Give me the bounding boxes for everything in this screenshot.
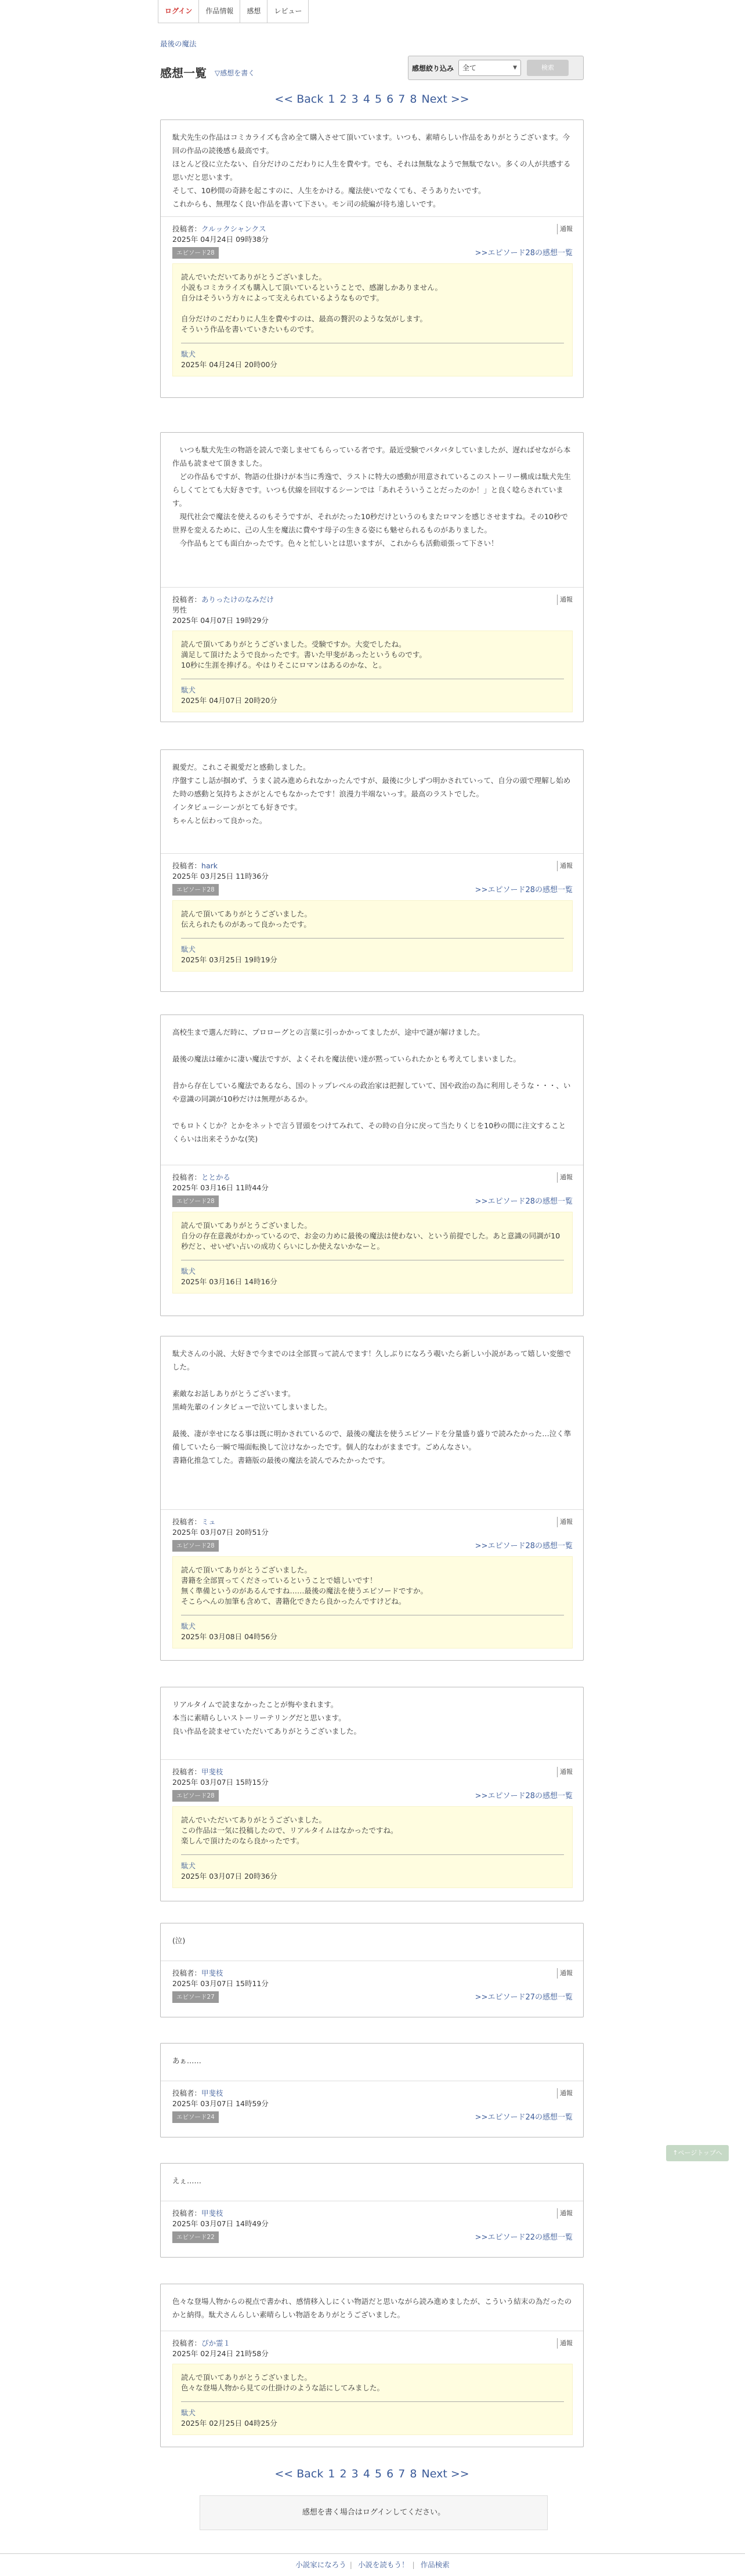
filter-box <box>408 56 584 80</box>
login-notice: 感想を書く場合はログインしてください。 <box>200 2495 548 2530</box>
pager-page[interactable]: 2 <box>339 2468 347 2480</box>
poster-label: 投稿者： <box>172 224 202 233</box>
episode-tag: エピソード28 <box>172 1540 219 1552</box>
author-name[interactable]: 駄犬 <box>181 1861 196 1870</box>
author-reply <box>172 631 573 712</box>
review-body: リアルタイムで読まなかったことが悔やまれます。 本当に素晴らしいストーリーテリングだと思います。 良い作品を読ませていただいてありがとうございました。 <box>172 1700 361 1736</box>
pager-page[interactable]: 5 <box>374 2468 382 2480</box>
footer-divider: | <box>349 2560 352 2569</box>
page-title: 感想一覧 <box>160 66 207 80</box>
reply-text: 読んで頂いてありがとうございました。 伝えられたものがあって良かったです。 <box>181 910 312 929</box>
pager-back[interactable]: << Back <box>274 2468 324 2480</box>
review-meta <box>172 861 573 896</box>
author-name[interactable]: 駄犬 <box>181 1622 196 1631</box>
episode-tag: エピソード28 <box>172 247 219 259</box>
pager-bottom <box>160 2468 584 2480</box>
nav-work-info[interactable]: 作品情報 <box>199 0 240 23</box>
review-date: 2025年 02月24日 21時58分 <box>172 2349 269 2358</box>
report-link[interactable]: 通報 <box>557 861 573 871</box>
review-card <box>160 2284 584 2447</box>
top-nav <box>158 0 309 23</box>
review-card <box>160 1336 584 1661</box>
divider <box>161 1759 583 1760</box>
poster-name[interactable]: ととかる <box>201 1173 231 1182</box>
pager-page[interactable]: 5 <box>374 93 382 106</box>
pager-page[interactable]: 6 <box>386 2468 394 2480</box>
review-body: (泣) <box>172 1936 186 1945</box>
reply-text: 読んで頂いてありがとうございました。 自分の存在意義がわかっているので、お金の力めに最後の魔法は使わない、という前提でした。あと意識の同調が10秒だと、せいぜい占いの成功くらいにしか使えないかなーと。 <box>181 1221 560 1251</box>
divider <box>161 1509 583 1510</box>
breadcrumb[interactable]: 最後の魔法 <box>160 39 197 48</box>
report-link[interactable]: 通報 <box>557 1517 573 1527</box>
episode-tag: エピソード24 <box>172 2111 219 2123</box>
filter-select[interactable] <box>458 60 521 76</box>
review-body: あぁ…… <box>172 2056 201 2065</box>
pager-next[interactable]: Next >> <box>421 2468 469 2480</box>
nav-login[interactable]: ログイン <box>158 0 199 23</box>
author-name[interactable]: 駄犬 <box>181 2408 196 2417</box>
review-date: 2025年 03月07日 20時51分 <box>172 1528 269 1537</box>
review-body: いつも駄犬先生の物語を読んで楽しませてもらっている者です。最近受験でバタバタしていましたが、遅ればせながら本作品も読ませて頂きました。 どの作品もですが、物語の仕掛けが本当に秀逸で、ラストに特大の感動が用意されているこのストーリー構成は駄犬先生らしくてとても大好きです。いつも伏線を回収するシーンでは「あれそういうことだったのか！」と良く唸らされています。 現代社会で魔法を使えるのもそうですが、それがたった10秒だけというのもまたロマンを感じさせますね。その10秒で世界を変えるために、己の人生を魔法に費やす母子の生きる姿にも魅せられるものがありました。 今作品もとても面白かったです。色々と忙しいとは思いますが、これからも活動頑張って下さい！ <box>172 445 571 548</box>
poster-name[interactable]: 甲斐枝 <box>201 2089 223 2097</box>
poster-label: 投稿者： <box>172 2339 202 2347</box>
pager-page[interactable]: 4 <box>363 93 370 106</box>
review-body: 駄犬さんの小説、大好きで今までのは全部買って読んでます！久しぶりになろう覗いたら新しい小説があって嬉しい変態でした。 素敵なお話しありがとうございます。 黒崎先輩のインタビューで泣いてしまいました。 最後、凄が幸せになる事は既に明かされているので、最後の魔法を使うエピソードを分量盛り盛りで読みたかった…泣く準備していたら一瞬で場面転換して泣けなかったです。個人的なわがままです。ごめんなさい。 書籍化推急てした。書籍版の最後の魔法を読んでみたかったです。 <box>172 1349 572 1465</box>
review-date: 2025年 03月07日 14時59分 <box>172 2099 269 2108</box>
episode-impressions-link[interactable]: >>エピソード28の感想一覧 <box>475 1197 573 1206</box>
pager-page[interactable]: 7 <box>398 93 406 106</box>
reply-date: 2025年 03月16日 14時16分 <box>181 1277 277 1286</box>
reply-text: 読んで頂いてありがとうございました。 色々な登場人物から見ての仕掛けのような話にしてみました。 <box>181 2373 385 2392</box>
review-date: 2025年 03月25日 11時36分 <box>172 872 269 881</box>
reply-date: 2025年 03月07日 20時36分 <box>181 1872 277 1881</box>
review-meta <box>172 2338 573 2359</box>
nav-impressions[interactable]: 感想 <box>240 0 267 23</box>
poster-label: 投稿者： <box>172 1767 202 1776</box>
divider <box>161 853 583 854</box>
report-link[interactable]: 通報 <box>557 2208 573 2219</box>
poster-name[interactable]: 甲斐枝 <box>201 2209 223 2218</box>
reply-text: 読んで頂いてありがとうございました。受験ですか。大変でしたね。 満足して頂けたようで良かったです。書いた甲斐があったというものです。 10秒に生涯を捧げる。やはりそこにロマンはあるのかな、と。 <box>181 640 426 669</box>
episode-tag: エピソード28 <box>172 884 219 896</box>
reply-text: 読んでいただいてありがとうございました。 この作品は一気に投稿したので、リアルタイムはなかったですね。 楽しんで頂けたのなら良かったです。 <box>181 1816 398 1845</box>
pager-page[interactable]: 8 <box>410 2468 417 2480</box>
episode-impressions-link[interactable]: >>エピソード28の感想一覧 <box>475 1542 573 1550</box>
pager-page[interactable]: 2 <box>339 93 347 106</box>
page-top-button[interactable]: ↑ページトップへ <box>666 2145 729 2161</box>
episode-impressions-link[interactable]: >>エピソード24の感想一覧 <box>475 2113 573 2122</box>
poster-name[interactable]: hark <box>201 861 218 870</box>
episode-tag: エピソード22 <box>172 2231 219 2243</box>
episode-tag: エピソード28 <box>172 1195 219 1207</box>
pager-page[interactable]: 4 <box>363 2468 370 2480</box>
poster-label: 投稿者： <box>172 1517 202 1526</box>
footer-link-search[interactable]: 作品検索 <box>420 2560 450 2569</box>
review-card <box>160 1015 584 1316</box>
review-meta <box>172 1172 573 1207</box>
author-reply <box>172 1212 573 1294</box>
poster-name[interactable]: ありったけのなみだけ <box>201 595 274 604</box>
report-link[interactable]: 通報 <box>557 595 573 605</box>
pager-page[interactable]: 3 <box>351 93 359 106</box>
filter-selected: 全て <box>462 64 477 72</box>
poster-gender: 男性 <box>172 606 187 614</box>
review-date: 2025年 04月24日 09時38分 <box>172 235 269 244</box>
review-card <box>160 749 584 992</box>
reply-date: 2025年 03月25日 19時19分 <box>181 955 277 964</box>
author-reply <box>172 2364 573 2435</box>
author-name[interactable]: 駄犬 <box>181 1267 196 1276</box>
reply-text: 読んで頂いてありがとうございました。 書籍を全部買ってくださっているということで嬉しいです！ 無く準備というのがあるんですね……最後の魔法を使うエピソードですか。 そこらへんの加筆も含めて、書籍化できたら良かったんですけどね。 <box>181 1566 428 1606</box>
footer-link-narou[interactable]: 小説家になろう <box>295 2560 346 2569</box>
poster-label: 投稿者： <box>172 2089 202 2097</box>
author-name[interactable]: 駄犬 <box>181 686 196 694</box>
review-date: 2025年 03月07日 14時49分 <box>172 2219 269 2228</box>
review-date: 2025年 04月07日 19時29分 <box>172 616 269 625</box>
review-body: 色々な登場人物からの視点で書かれ、感情移入しにくい物語だと思いながら読み進めましたが、こういう結末の為だったのかと納得。駄犬さんらしい素晴らしい物語をありがとうございました。 <box>172 2297 572 2319</box>
review-card <box>160 1687 584 1901</box>
review-meta <box>172 224 573 259</box>
review-meta <box>172 595 573 626</box>
pager-top <box>160 93 584 106</box>
divider <box>181 2401 564 2402</box>
review-meta <box>172 1968 573 2003</box>
review-card <box>160 2163 584 2258</box>
poster-label: 投稿者： <box>172 595 202 604</box>
nav-reviews[interactable]: レビュー <box>267 0 308 23</box>
review-card <box>160 432 584 722</box>
report-link[interactable]: 通報 <box>557 2338 573 2349</box>
filter-search-button[interactable]: 検索 <box>527 60 569 76</box>
report-link[interactable]: 通報 <box>557 2088 573 2099</box>
review-body: 親愛だ。これこそ親愛だと感動しました。 序盤すこし話が掴めず、うまく読み進められなかったんですが、最後に少しずつ明かされていって、自分の頭で理解し始めた時の感動と気持ちよさがとんでもなかったです！浪漫力半端ないっす。最高のラストでした。 インタビューシーンがとても好きです。 ちゃんと伝わって良かった。 <box>172 763 571 825</box>
report-link[interactable]: 通報 <box>557 1968 573 1979</box>
report-link[interactable]: 通報 <box>557 1767 573 1777</box>
review-date: 2025年 03月16日 11時44分 <box>172 1183 269 1192</box>
episode-impressions-link[interactable]: >>エピソード28の感想一覧 <box>475 1792 573 1800</box>
poster-name[interactable]: ミュ <box>201 1517 216 1526</box>
poster-label: 投稿者： <box>172 1969 202 1977</box>
reply-date: 2025年 02月25日 04時25分 <box>181 2419 277 2428</box>
reply-text: 読んでいただいてありがとうございました。 小説もコミカライズも購入して頂いているということで、感謝しかありません。 自分はそういう方々によって支えられているようなものです。 自分だけのこだわりに人生を費やすのは、最高の贅沢のような気がします。 そういう作品を書いていきたいものです。 <box>181 273 443 334</box>
divider <box>161 216 583 217</box>
poster-label: 投稿者： <box>172 2209 202 2218</box>
poster-label: 投稿者： <box>172 861 202 870</box>
poster-name[interactable]: 甲斐枝 <box>201 1969 223 1977</box>
review-meta <box>172 1517 573 1552</box>
episode-tag: エピソード28 <box>172 1790 219 1802</box>
review-date: 2025年 03月07日 15時15分 <box>172 1778 269 1787</box>
write-impression-link[interactable]: ▽感想を書く <box>215 69 255 77</box>
review-body: 駄犬先生の作品はコミカライズも含め全て購入させて頂いています。いつも、素晴らしい作品をありがとうございます。今回の作品の読後感も最高です。 ほとんど役に立たない、自分だけのこだわりに人生を費やす。でも、それは無駄なようで無駄でない。多くの人が共感する思いだと思います。 そして、10秒間の奇跡を起こすのに、人生をかける。魔法使いでなくても、そうありたいです。 これからも、無理なく良い作品を書いて下さい。モン司の続編が待ち遠しいです。 <box>172 133 571 208</box>
chevron-down-icon: ▼ <box>513 65 518 71</box>
divider <box>181 1854 564 1855</box>
reply-date: 2025年 04月24日 20時00分 <box>181 360 277 369</box>
episode-impressions-link[interactable]: >>エピソード28の感想一覧 <box>475 886 573 894</box>
review-body: えぇ…… <box>172 2176 202 2185</box>
pager-page[interactable]: 1 <box>328 2468 335 2480</box>
author-name[interactable]: 駄犬 <box>181 350 196 358</box>
divider <box>181 938 564 939</box>
review-date: 2025年 03月07日 15時11分 <box>172 1979 269 1988</box>
author-reply <box>172 1806 573 1888</box>
footer-link-yomou[interactable]: 小説を読もう！ <box>357 2560 409 2569</box>
review-card <box>160 2043 584 2137</box>
pager-page[interactable]: 8 <box>410 93 417 106</box>
report-link[interactable]: 通報 <box>557 1172 573 1183</box>
review-card <box>160 119 584 398</box>
episode-tag: エピソード27 <box>172 1991 219 2003</box>
divider <box>161 587 583 588</box>
review-card <box>160 1923 584 2017</box>
reply-date: 2025年 04月07日 20時20分 <box>181 696 277 705</box>
pager-page[interactable]: 7 <box>398 2468 406 2480</box>
poster-label: 投稿者： <box>172 1173 202 1182</box>
poster-name[interactable]: 甲斐枝 <box>201 1767 223 1776</box>
author-reply <box>172 900 573 972</box>
episode-impressions-link[interactable]: >>エピソード28の感想一覧 <box>475 249 573 258</box>
pager-back[interactable]: << Back <box>274 93 324 106</box>
author-reply <box>172 1556 573 1649</box>
pager-page[interactable]: 1 <box>328 93 335 106</box>
review-meta <box>172 2208 573 2243</box>
poster-name[interactable]: クルックシャンクス <box>201 224 266 233</box>
review-meta <box>172 1767 573 1802</box>
pager-page[interactable]: 3 <box>351 2468 359 2480</box>
filter-label: 感想絞り込み <box>412 64 454 73</box>
report-link[interactable]: 通報 <box>557 224 573 234</box>
footer-divider: | <box>412 2560 415 2569</box>
episode-impressions-link[interactable]: >>エピソード27の感想一覧 <box>475 1993 573 2002</box>
author-reply <box>172 263 573 376</box>
author-name[interactable]: 駄犬 <box>181 945 196 954</box>
pager-next[interactable]: Next >> <box>421 93 469 106</box>
review-body: 高校生まで選んだ時に、プロローグとの言葉に引っかかってましたが、途中で謎が解けました。 最後の魔法は確かに凄い魔法ですが、よくそれを魔法使い達が黙っていられたかとも考えてしまいました。 昔から存在している魔法であるなら、国のトップレベルの政治家は把握していて、国や政治の為に利用しそうな・・・、いや意識の同調が10秒だけは無理があるか。 でもロトくじか？とかをネットで言う冒頭をつけてみれて、その時の自分に戻って当たりくじを10秒の間に注文することくらいは出来そうかな(笑) <box>172 1028 571 1143</box>
footer <box>0 2553 745 2576</box>
review-meta <box>172 2088 573 2123</box>
episode-impressions-link[interactable]: >>エピソード22の感想一覧 <box>475 2233 573 2242</box>
reply-date: 2025年 03月08日 04時56分 <box>181 1632 277 1641</box>
poster-name[interactable]: ぴか霊１ <box>201 2339 231 2347</box>
pager-page[interactable]: 6 <box>386 93 394 106</box>
